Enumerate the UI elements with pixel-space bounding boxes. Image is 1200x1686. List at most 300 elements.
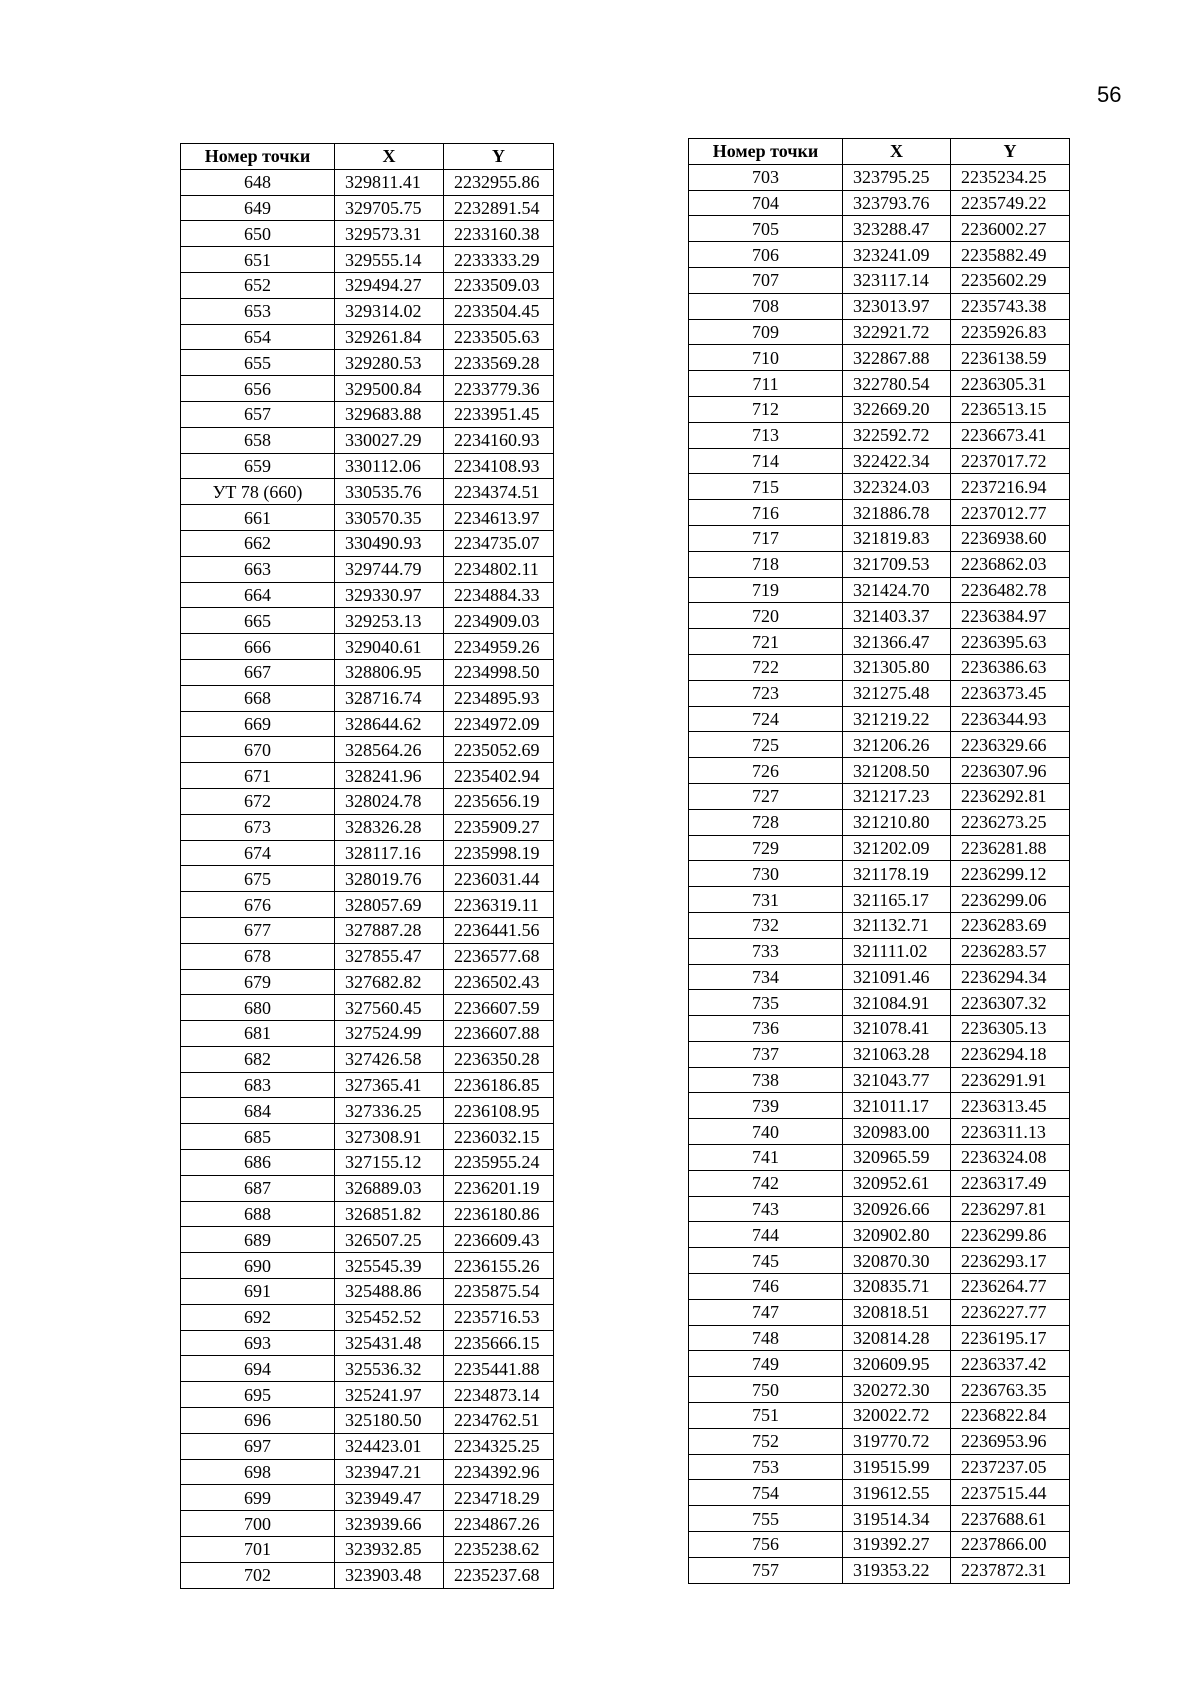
y-coordinate-cell: 2234895.93 (444, 685, 554, 711)
x-coordinate-cell: 328024.78 (335, 788, 444, 814)
y-coordinate-cell: 2236311.13 (951, 1119, 1070, 1145)
point-number-cell: 683 (181, 1072, 335, 1098)
table-row (689, 1532, 1070, 1558)
x-coordinate-cell: 322921.72 (843, 319, 951, 345)
y-coordinate-cell: 2236283.69 (951, 912, 1070, 938)
point-number-cell: 729 (689, 835, 843, 861)
x-coordinate-cell: 327155.12 (335, 1150, 444, 1176)
y-coordinate-cell: 2234867.26 (444, 1511, 554, 1537)
point-number-cell: 747 (689, 1299, 843, 1325)
x-coordinate-cell: 328241.96 (335, 763, 444, 789)
y-coordinate-cell: 2236297.81 (951, 1196, 1070, 1222)
x-coordinate-cell: 323949.47 (335, 1485, 444, 1511)
x-coordinate-cell: 329811.41 (335, 169, 444, 195)
x-coordinate-cell: 328326.28 (335, 814, 444, 840)
x-coordinate-cell: 321178.19 (843, 861, 951, 887)
coordinates-table-right (688, 138, 1070, 1584)
point-number-cell: 687 (181, 1175, 335, 1201)
table-row (689, 938, 1070, 964)
point-number-cell: 750 (689, 1377, 843, 1403)
x-coordinate-cell: 321165.17 (843, 887, 951, 913)
point-number-cell: 756 (689, 1532, 843, 1558)
point-number-cell: 654 (181, 324, 335, 350)
y-coordinate-cell: 2236324.08 (951, 1145, 1070, 1171)
x-coordinate-cell: 327426.58 (335, 1046, 444, 1072)
point-number-cell: 730 (689, 861, 843, 887)
point-number-cell: 731 (689, 887, 843, 913)
table-row (181, 1537, 554, 1563)
point-number-cell: 711 (689, 371, 843, 397)
x-coordinate-cell: 330535.76 (335, 479, 444, 505)
x-coordinate-cell: 321208.50 (843, 758, 951, 784)
table-row (689, 1248, 1070, 1274)
table-row (181, 711, 554, 737)
table-row (181, 659, 554, 685)
x-coordinate-cell: 323795.25 (843, 164, 951, 190)
point-number-cell: 655 (181, 350, 335, 376)
y-coordinate-cell: 2235926.83 (951, 319, 1070, 345)
y-coordinate-cell: 2234909.03 (444, 608, 554, 634)
x-coordinate-cell: 322422.34 (843, 448, 951, 474)
x-coordinate-cell: 319612.55 (843, 1480, 951, 1506)
point-number-cell: 661 (181, 505, 335, 531)
point-number-cell: 659 (181, 453, 335, 479)
table-row (689, 551, 1070, 577)
x-coordinate-cell: 330570.35 (335, 505, 444, 531)
x-coordinate-cell: 326851.82 (335, 1201, 444, 1227)
x-coordinate-cell: 321132.71 (843, 912, 951, 938)
table-row (689, 887, 1070, 913)
point-number-cell: 648 (181, 169, 335, 195)
x-coordinate-cell: 325536.32 (335, 1356, 444, 1382)
point-number-cell: 688 (181, 1201, 335, 1227)
point-number-cell: 702 (181, 1562, 335, 1588)
point-number-cell: 755 (689, 1506, 843, 1532)
y-coordinate-cell: 2236953.96 (951, 1428, 1070, 1454)
table-row (689, 1222, 1070, 1248)
point-number-cell: 669 (181, 711, 335, 737)
point-number-cell: 753 (689, 1454, 843, 1480)
point-number-cell: 738 (689, 1067, 843, 1093)
y-coordinate-cell: 2236307.32 (951, 990, 1070, 1016)
y-coordinate-cell: 2235716.53 (444, 1304, 554, 1330)
x-coordinate-cell: 326889.03 (335, 1175, 444, 1201)
y-coordinate-cell: 2236273.25 (951, 809, 1070, 835)
x-coordinate-cell: 327560.45 (335, 995, 444, 1021)
x-coordinate-cell: 329040.61 (335, 634, 444, 660)
point-number-cell: 736 (689, 1016, 843, 1042)
x-coordinate-cell: 322592.72 (843, 422, 951, 448)
y-coordinate-cell: 2234873.14 (444, 1382, 554, 1408)
x-coordinate-cell: 320814.28 (843, 1325, 951, 1351)
x-coordinate-cell: 321886.78 (843, 500, 951, 526)
y-coordinate-cell: 2236195.17 (951, 1325, 1070, 1351)
y-coordinate-cell: 2234374.51 (444, 479, 554, 505)
x-coordinate-cell: 320870.30 (843, 1248, 951, 1274)
point-number-cell: 718 (689, 551, 843, 577)
point-number-cell: 663 (181, 556, 335, 582)
x-coordinate-cell: 322669.20 (843, 396, 951, 422)
y-coordinate-cell: 2236350.28 (444, 1046, 554, 1072)
x-coordinate-cell: 328716.74 (335, 685, 444, 711)
point-number-cell: 751 (689, 1403, 843, 1429)
y-coordinate-cell: 2233504.45 (444, 298, 554, 324)
table-row (181, 969, 554, 995)
point-number-cell: 716 (689, 500, 843, 526)
x-coordinate-cell: 323793.76 (843, 190, 951, 216)
table-row (181, 1124, 554, 1150)
table-row (689, 216, 1070, 242)
point-number-cell: 743 (689, 1196, 843, 1222)
table-row (181, 943, 554, 969)
y-coordinate-cell: 2236031.44 (444, 866, 554, 892)
x-coordinate-cell: 321819.83 (843, 525, 951, 551)
point-number-cell: 705 (689, 216, 843, 242)
x-coordinate-cell: 321111.02 (843, 938, 951, 964)
y-coordinate-cell: 2236281.88 (951, 835, 1070, 861)
y-coordinate-cell: 2236264.77 (951, 1274, 1070, 1300)
point-number-cell: 692 (181, 1304, 335, 1330)
point-number-cell: 676 (181, 892, 335, 918)
point-number-cell: 684 (181, 1098, 335, 1124)
table-row (181, 221, 554, 247)
y-coordinate-cell: 2232891.54 (444, 195, 554, 221)
table-row (181, 324, 554, 350)
point-number-cell: 653 (181, 298, 335, 324)
x-coordinate-cell: 321011.17 (843, 1093, 951, 1119)
x-coordinate-cell: 325431.48 (335, 1330, 444, 1356)
y-coordinate-cell: 2235602.29 (951, 267, 1070, 293)
table-row (181, 169, 554, 195)
table-row (689, 1454, 1070, 1480)
y-coordinate-cell: 2235052.69 (444, 737, 554, 763)
point-number-cell: 722 (689, 654, 843, 680)
y-coordinate-cell: 2236291.91 (951, 1067, 1070, 1093)
table-row (181, 247, 554, 273)
table-row (181, 737, 554, 763)
point-number-cell: 728 (689, 809, 843, 835)
y-coordinate-cell: 2237688.61 (951, 1506, 1070, 1532)
x-coordinate-cell: 328564.26 (335, 737, 444, 763)
table-row (689, 912, 1070, 938)
y-coordinate-cell: 2233779.36 (444, 376, 554, 402)
point-number-cell: 649 (181, 195, 335, 221)
x-coordinate-cell: 320835.71 (843, 1274, 951, 1300)
table-row (689, 1299, 1070, 1325)
x-coordinate-cell: 329261.84 (335, 324, 444, 350)
y-coordinate-cell: 2236313.45 (951, 1093, 1070, 1119)
table-row (181, 1150, 554, 1176)
table-row (181, 530, 554, 556)
point-number-cell: 672 (181, 788, 335, 814)
point-number-cell: 664 (181, 582, 335, 608)
y-coordinate-cell: 2235666.15 (444, 1330, 554, 1356)
column-header-y: Y (951, 139, 1070, 165)
table-row (689, 783, 1070, 809)
point-number-cell: 689 (181, 1227, 335, 1253)
point-number-cell: 650 (181, 221, 335, 247)
table-row (181, 1433, 554, 1459)
table-row (689, 603, 1070, 629)
point-number-cell: 673 (181, 814, 335, 840)
point-number-cell: 674 (181, 840, 335, 866)
point-number-cell: 665 (181, 608, 335, 634)
point-number-cell: 713 (689, 422, 843, 448)
y-coordinate-cell: 2236384.97 (951, 603, 1070, 629)
x-coordinate-cell: 328057.69 (335, 892, 444, 918)
point-number-cell: 749 (689, 1351, 843, 1377)
table-row (689, 1170, 1070, 1196)
table-row (689, 267, 1070, 293)
y-coordinate-cell: 2235998.19 (444, 840, 554, 866)
table-row (181, 1459, 554, 1485)
point-number-cell: 741 (689, 1145, 843, 1171)
y-coordinate-cell: 2236609.43 (444, 1227, 554, 1253)
y-coordinate-cell: 2235234.25 (951, 164, 1070, 190)
table-row (181, 685, 554, 711)
y-coordinate-cell: 2235656.19 (444, 788, 554, 814)
table-row (689, 1428, 1070, 1454)
y-coordinate-cell: 2236299.12 (951, 861, 1070, 887)
point-number-cell: 707 (689, 267, 843, 293)
y-coordinate-cell: 2235882.49 (951, 242, 1070, 268)
table-row (181, 1408, 554, 1434)
x-coordinate-cell: 329683.88 (335, 401, 444, 427)
table-row (689, 964, 1070, 990)
x-coordinate-cell: 329500.84 (335, 376, 444, 402)
x-coordinate-cell: 326507.25 (335, 1227, 444, 1253)
point-number-cell: 678 (181, 943, 335, 969)
table-row (689, 1325, 1070, 1351)
point-number-cell: 712 (689, 396, 843, 422)
x-coordinate-cell: 321217.23 (843, 783, 951, 809)
y-coordinate-cell: 2236292.81 (951, 783, 1070, 809)
table-row (689, 1041, 1070, 1067)
point-number-cell: 652 (181, 272, 335, 298)
x-coordinate-cell: 321063.28 (843, 1041, 951, 1067)
y-coordinate-cell: 2233569.28 (444, 350, 554, 376)
x-coordinate-cell: 329280.53 (335, 350, 444, 376)
point-number-cell: 710 (689, 345, 843, 371)
x-coordinate-cell: 328019.76 (335, 866, 444, 892)
x-coordinate-cell: 327524.99 (335, 1021, 444, 1047)
x-coordinate-cell: 322324.03 (843, 474, 951, 500)
table-row (181, 1382, 554, 1408)
table-row (181, 195, 554, 221)
table-row (181, 788, 554, 814)
y-coordinate-cell: 2237237.05 (951, 1454, 1070, 1480)
point-number-cell: 725 (689, 732, 843, 758)
y-coordinate-cell: 2236763.35 (951, 1377, 1070, 1403)
y-coordinate-cell: 2233509.03 (444, 272, 554, 298)
table-row (689, 422, 1070, 448)
table-row (689, 371, 1070, 397)
x-coordinate-cell: 329330.97 (335, 582, 444, 608)
x-coordinate-cell: 321210.80 (843, 809, 951, 835)
table-row (181, 298, 554, 324)
point-number-cell: 757 (689, 1557, 843, 1583)
x-coordinate-cell: 321091.46 (843, 964, 951, 990)
x-coordinate-cell: 330490.93 (335, 530, 444, 556)
y-coordinate-cell: 2233505.63 (444, 324, 554, 350)
x-coordinate-cell: 321043.77 (843, 1067, 951, 1093)
x-coordinate-cell: 328644.62 (335, 711, 444, 737)
point-number-cell: 693 (181, 1330, 335, 1356)
y-coordinate-cell: 2234884.33 (444, 582, 554, 608)
table-row (181, 995, 554, 1021)
point-number-cell: 680 (181, 995, 335, 1021)
table-row (689, 1119, 1070, 1145)
x-coordinate-cell: 323903.48 (335, 1562, 444, 1588)
y-coordinate-cell: 2236294.18 (951, 1041, 1070, 1067)
point-number-cell: 704 (689, 190, 843, 216)
x-coordinate-cell: 329744.79 (335, 556, 444, 582)
x-coordinate-cell: 329253.13 (335, 608, 444, 634)
y-coordinate-cell: 2236607.59 (444, 995, 554, 1021)
x-coordinate-cell: 327308.91 (335, 1124, 444, 1150)
table-row (689, 1145, 1070, 1171)
point-number-cell: 671 (181, 763, 335, 789)
table-row (689, 474, 1070, 500)
x-coordinate-cell: 319392.27 (843, 1532, 951, 1558)
y-coordinate-cell: 2237872.31 (951, 1557, 1070, 1583)
x-coordinate-cell: 325241.97 (335, 1382, 444, 1408)
x-coordinate-cell: 327682.82 (335, 969, 444, 995)
point-number-cell: 726 (689, 758, 843, 784)
y-coordinate-cell: 2234762.51 (444, 1408, 554, 1434)
y-coordinate-cell: 2235749.22 (951, 190, 1070, 216)
x-coordinate-cell: 321424.70 (843, 577, 951, 603)
point-number-cell: 686 (181, 1150, 335, 1176)
y-coordinate-cell: 2234959.26 (444, 634, 554, 660)
point-number-cell: 720 (689, 603, 843, 629)
x-coordinate-cell: 321202.09 (843, 835, 951, 861)
y-coordinate-cell: 2236155.26 (444, 1253, 554, 1279)
table-row (181, 1072, 554, 1098)
y-coordinate-cell: 2234802.11 (444, 556, 554, 582)
x-coordinate-cell: 319514.34 (843, 1506, 951, 1532)
table-row (689, 319, 1070, 345)
x-coordinate-cell: 329494.27 (335, 272, 444, 298)
table-row (181, 814, 554, 840)
column-header-x: X (843, 139, 951, 165)
y-coordinate-cell: 2234718.29 (444, 1485, 554, 1511)
point-number-cell: 752 (689, 1428, 843, 1454)
table-row (181, 582, 554, 608)
y-coordinate-cell: 2236307.96 (951, 758, 1070, 784)
point-number-cell: 667 (181, 659, 335, 685)
x-coordinate-cell: 328806.95 (335, 659, 444, 685)
x-coordinate-cell: 321366.47 (843, 629, 951, 655)
table-row (689, 1016, 1070, 1042)
table-row (181, 1279, 554, 1305)
point-number-cell: 732 (689, 912, 843, 938)
table-row (689, 448, 1070, 474)
table-row (689, 525, 1070, 551)
y-coordinate-cell: 2235402.94 (444, 763, 554, 789)
y-coordinate-cell: 2236299.86 (951, 1222, 1070, 1248)
table-row (181, 479, 554, 505)
column-header-point-number: Номер точки (181, 144, 335, 170)
table-row (181, 840, 554, 866)
point-number-cell: 735 (689, 990, 843, 1016)
y-coordinate-cell: 2232955.86 (444, 169, 554, 195)
table-row (689, 706, 1070, 732)
table-row (181, 1098, 554, 1124)
x-coordinate-cell: 323932.85 (335, 1537, 444, 1563)
y-coordinate-cell: 2236319.11 (444, 892, 554, 918)
point-number-cell: 708 (689, 293, 843, 319)
column-header-point-number: Номер точки (689, 139, 843, 165)
table-row (689, 861, 1070, 887)
point-number-cell: 721 (689, 629, 843, 655)
x-coordinate-cell: 323013.97 (843, 293, 951, 319)
x-coordinate-cell: 324423.01 (335, 1433, 444, 1459)
point-number-cell: 734 (689, 964, 843, 990)
point-number-cell: 694 (181, 1356, 335, 1382)
table-row (181, 866, 554, 892)
x-coordinate-cell: 323288.47 (843, 216, 951, 242)
point-number-cell: 690 (181, 1253, 335, 1279)
x-coordinate-cell: 320902.80 (843, 1222, 951, 1248)
point-number-cell: 742 (689, 1170, 843, 1196)
point-number-cell: 685 (181, 1124, 335, 1150)
x-coordinate-cell: 325545.39 (335, 1253, 444, 1279)
table-row (181, 1356, 554, 1382)
point-number-cell: 658 (181, 427, 335, 453)
table-row (181, 892, 554, 918)
y-coordinate-cell: 2234325.25 (444, 1433, 554, 1459)
point-number-cell: 701 (181, 1537, 335, 1563)
x-coordinate-cell: 321275.48 (843, 680, 951, 706)
table-row (689, 1067, 1070, 1093)
table-row (181, 763, 554, 789)
y-coordinate-cell: 2236294.34 (951, 964, 1070, 990)
x-coordinate-cell: 320272.30 (843, 1377, 951, 1403)
x-coordinate-cell: 321709.53 (843, 551, 951, 577)
y-coordinate-cell: 2234735.07 (444, 530, 554, 556)
x-coordinate-cell: 321305.80 (843, 654, 951, 680)
y-coordinate-cell: 2236180.86 (444, 1201, 554, 1227)
table-row (689, 1377, 1070, 1403)
y-coordinate-cell: 2237012.77 (951, 500, 1070, 526)
table-row (689, 1480, 1070, 1506)
table-row (181, 1253, 554, 1279)
x-coordinate-cell: 321078.41 (843, 1016, 951, 1042)
y-coordinate-cell: 2236337.42 (951, 1351, 1070, 1377)
x-coordinate-cell: 325180.50 (335, 1408, 444, 1434)
table-row (689, 1557, 1070, 1583)
y-coordinate-cell: 2236607.88 (444, 1021, 554, 1047)
point-number-cell: 656 (181, 376, 335, 402)
x-coordinate-cell: 320609.95 (843, 1351, 951, 1377)
x-coordinate-cell: 320818.51 (843, 1299, 951, 1325)
point-number-cell: 666 (181, 634, 335, 660)
table-row (689, 732, 1070, 758)
y-coordinate-cell: 2237216.94 (951, 474, 1070, 500)
point-number-cell: 675 (181, 866, 335, 892)
table-header-row (181, 144, 554, 170)
table-row (689, 809, 1070, 835)
table-row (181, 556, 554, 582)
x-coordinate-cell: 321084.91 (843, 990, 951, 1016)
table-row (181, 350, 554, 376)
x-coordinate-cell: 329573.31 (335, 221, 444, 247)
point-number-cell: 657 (181, 401, 335, 427)
x-coordinate-cell: 320952.61 (843, 1170, 951, 1196)
point-number-cell: 727 (689, 783, 843, 809)
table-row (181, 1330, 554, 1356)
